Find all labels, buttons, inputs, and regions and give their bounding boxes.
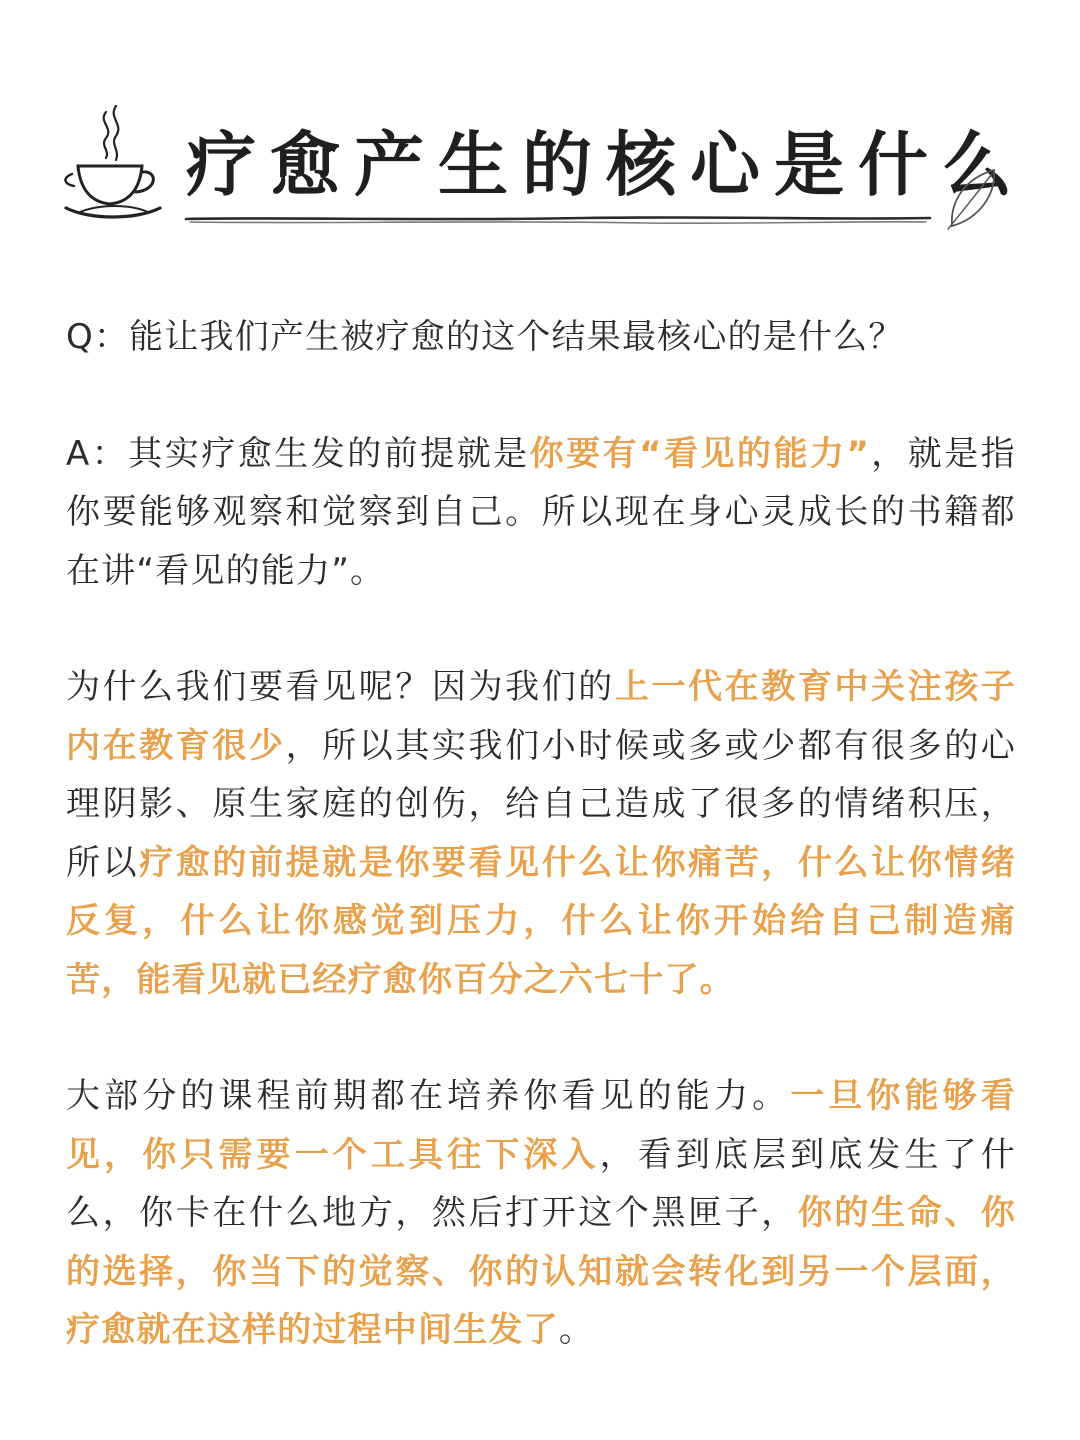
question-text: Q：能让我们产生被疗愈的这个结果最核心的是什么？ xyxy=(66,317,904,357)
highlight-text: 你要有“看见的能力” xyxy=(529,433,871,474)
text-segment: ，看到底层到底发生了什么，你卡在什么地方，然后打开这个黑匣子， xyxy=(66,1134,1016,1233)
text-segment: 大部分的课程前期都在培养你看见的能力。 xyxy=(66,1076,791,1116)
title-underline xyxy=(184,214,932,226)
highlight-text: 你的生命、你的选择，你当下的觉察、你的认知就会转化到另一个层面，疗愈就在这样的过程中间生发了 xyxy=(66,1193,1017,1350)
teacup-icon xyxy=(60,104,166,224)
leaf-icon xyxy=(944,166,1000,230)
article-body xyxy=(66,308,1016,1418)
paragraph-why xyxy=(66,658,1016,1009)
text-segment: ，就是指你要能够观察和觉察到自己。所以现在身心灵成长的书籍都在讲“看见的能力”。 xyxy=(66,433,1016,591)
page-title: 疗愈产生的核心是什么 xyxy=(186,123,1026,206)
paragraph-course xyxy=(66,1067,1016,1360)
text-segment: 为什么我们要看见呢？因为我们的 xyxy=(66,667,615,707)
paragraph-question xyxy=(66,308,1016,367)
highlight-text: 一旦你能够看见，你只需要一个工具往下深入 xyxy=(66,1076,1016,1175)
highlight-text: 上一代在教育中关注孩子内在教育很少 xyxy=(66,667,1017,766)
header xyxy=(0,0,1080,260)
highlight-text: 疗愈的前提就是你要看见什么让你痛苦，什么让你情绪反复，什么让你感觉到压力，什么让你开始给自己制造痛苦，能看见就已经疗愈你百分之六七十了。 xyxy=(66,842,1016,1000)
text-segment: 。 xyxy=(558,1310,595,1350)
text-segment: A：其实疗愈生发的前提就是 xyxy=(66,433,530,474)
paragraph-answer xyxy=(66,425,1016,601)
text-segment: ，所以其实我们小时候或多或少都有很多的心理阴影、原生家庭的创伤，给自己造成了很多的情绪积压，所以 xyxy=(66,725,1017,883)
